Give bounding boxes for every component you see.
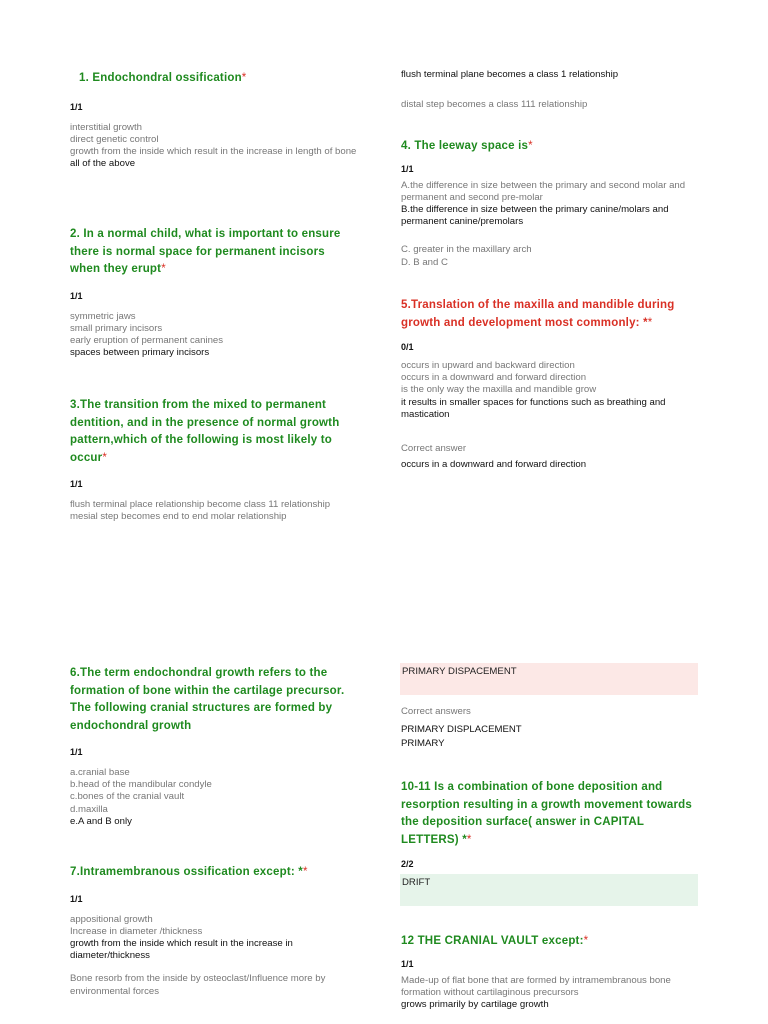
question-10-11 <box>401 779 701 869</box>
question-1 <box>70 70 370 170</box>
option[interactable]: interstitial growth <box>70 121 142 133</box>
short-answer-response[interactable] <box>400 663 698 695</box>
selected-option[interactable]: spaces between primary incisors <box>70 347 210 359</box>
question-6-score: 1/1 <box>70 747 83 757</box>
question-3 <box>70 397 365 523</box>
option[interactable]: c.bones of the cranial vault <box>70 791 185 803</box>
question-3-score: 1/1 <box>70 479 83 489</box>
question-2 <box>70 226 355 359</box>
question-12 <box>401 933 701 1011</box>
question-5 <box>401 297 701 472</box>
response-text: DRIFT <box>402 877 431 888</box>
selected-option[interactable]: all of the above <box>70 158 136 170</box>
question-3-options <box>70 499 365 523</box>
option[interactable]: flush terminal place relationship become class 11 relationship <box>70 499 331 510</box>
option[interactable]: b.head of the mandibular condyle <box>70 779 212 791</box>
option[interactable]: growth from the inside which result in the increase in length of bone <box>70 145 357 157</box>
question-7 <box>70 864 360 998</box>
question-5-score: 0/1 <box>401 342 414 352</box>
question-10-11-score: 2/2 <box>401 859 414 869</box>
question-6-options <box>70 767 365 828</box>
option[interactable]: symmetric jaws <box>70 310 136 322</box>
selected-option[interactable]: flush terminal plane becomes a class 1 relationship <box>401 69 619 80</box>
option[interactable]: Made-up of flat bone that are formed by intramembranous bone formation without cartilaginous precursors <box>401 974 671 998</box>
question-10-11-title: 10-11 Is a combination of bone deposition and resorption resulting in a growth movement towards the deposition surface( answer in CAPITAL LETTERS) ** <box>401 781 692 846</box>
option[interactable]: is the only way the maxilla and mandible grow <box>401 384 597 396</box>
question-4-score: 1/1 <box>401 163 414 174</box>
question-7-score: 1/1 <box>70 893 83 904</box>
option[interactable]: appositional growth <box>70 913 153 925</box>
question-3-continued <box>401 69 701 111</box>
correct-answer: occurs in a downward and forward direction <box>401 459 587 471</box>
question-1-score: 1/1 <box>70 101 83 112</box>
question-2-options <box>70 311 355 360</box>
question-2-score: 1/1 <box>70 290 83 301</box>
question-3-title: 3.The transition from the mixed to permanent dentition, and in the presence of normal growth pattern,which of the following is most likely to occur* <box>70 399 340 464</box>
option[interactable]: occurs in upward and backward direction <box>401 360 575 371</box>
correct-answer: PRIMARY <box>401 738 445 749</box>
option[interactable]: D. B and C <box>401 256 448 268</box>
correct-answer: PRIMARY DISPLACEMENT <box>401 724 522 735</box>
option[interactable]: direct genetic control <box>70 133 159 145</box>
selected-option[interactable]: it results in smaller spaces for functions such as breathing and mastication <box>401 396 666 420</box>
question-12-title: 12 THE CRANIAL VAULT except:* <box>401 935 589 947</box>
question-2-title: 2. In a normal child, what is important to ensure there is normal space for permanent incisors when they erupt* <box>70 228 341 275</box>
response-text: PRIMARY DISPACEMENT <box>402 666 517 677</box>
correct-answer-label: Correct answer <box>401 443 467 455</box>
question-5-options <box>401 360 701 421</box>
option[interactable]: Increase in diameter /thickness <box>70 925 203 937</box>
selected-option[interactable]: grows primarily by cartilage growth <box>401 998 549 1010</box>
question-6 <box>70 665 365 828</box>
selected-option[interactable]: e.A and B only <box>70 815 132 827</box>
selected-option[interactable]: B.the difference in size between the primary canine/molars and permanent canine/premolars <box>401 203 669 228</box>
question-12-options <box>401 975 701 1012</box>
correct-answers-label: Correct answers <box>401 706 471 717</box>
question-4 <box>401 138 701 269</box>
option[interactable]: d.maxilla <box>70 803 108 815</box>
question-4-title: 4. The leeway space is* <box>401 140 533 152</box>
question-9-correct <box>401 706 701 751</box>
option[interactable]: A.the difference in size between the primary and second molar and permanent and second pre-molar <box>401 179 686 203</box>
option[interactable]: Bone resorb from the inside by osteoclast/Influence more by environmental forces <box>70 973 326 997</box>
question-1-options <box>70 122 370 171</box>
option[interactable]: occurs in a downward and forward direction <box>401 372 587 384</box>
selected-option[interactable]: growth from the inside which result in the increase in diameter/thickness <box>70 937 293 962</box>
question-5-title: 5.Translation of the maxilla and mandible during growth and development most commonly: ** <box>401 299 675 329</box>
short-answer-response[interactable] <box>400 874 698 906</box>
option[interactable]: mesial step becomes end to end molar relationship <box>70 511 287 523</box>
option[interactable]: distal step becomes a class 111 relationship <box>401 99 588 111</box>
question-6-title: 6.The term endochondral growth refers to the formation of bone within the cartilage precursor. The following cranial structures are formed by endochondral growth <box>70 667 345 732</box>
option[interactable]: small primary incisors <box>70 322 163 334</box>
option[interactable]: a.cranial base <box>70 767 130 778</box>
question-1-title: 1. Endochondral ossification* <box>79 72 247 84</box>
question-7-title: 7.Intramembranous ossification except: ** <box>70 866 308 878</box>
question-4-options <box>401 180 701 269</box>
question-12-score: 1/1 <box>401 958 414 969</box>
option[interactable]: C. greater in the maxillary arch <box>401 244 532 256</box>
option[interactable]: early eruption of permanent canines <box>70 334 224 346</box>
question-7-options <box>70 914 360 998</box>
